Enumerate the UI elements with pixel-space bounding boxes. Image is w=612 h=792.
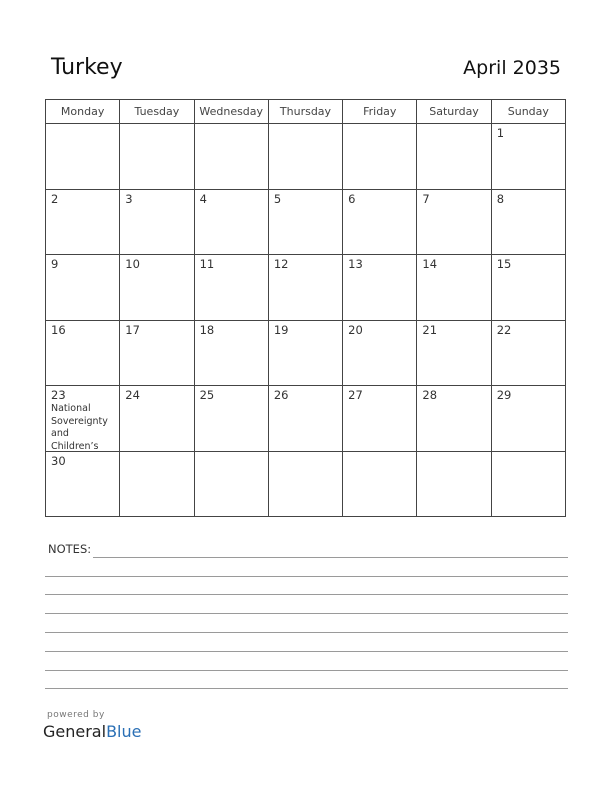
day-cell — [194, 124, 268, 190]
day-cell — [491, 189, 565, 255]
weekday-header: Wednesday — [194, 100, 268, 124]
day-number: 26 — [273, 388, 289, 402]
day-cell — [343, 124, 417, 190]
day-number: 15 — [496, 257, 512, 271]
day-number: 28 — [422, 388, 438, 402]
day-number — [417, 124, 490, 127]
day-number: 2 — [51, 191, 59, 206]
weekday-header: Sunday — [491, 100, 565, 124]
day-cell — [417, 320, 491, 386]
day-number: 11 — [199, 257, 215, 271]
country-title: Turkey — [51, 55, 123, 80]
day-number — [195, 124, 268, 127]
weekday-header: Monday — [46, 100, 120, 124]
day-cell — [46, 386, 120, 452]
day-number: 5 — [273, 191, 282, 206]
day-number: 12 — [273, 257, 289, 271]
day-number: 25 — [199, 388, 215, 402]
day-cell — [46, 124, 120, 190]
day-number: 20 — [348, 322, 363, 337]
day-cell — [491, 386, 565, 452]
note-line — [45, 613, 568, 614]
day-number: 1 — [496, 126, 505, 140]
day-number: 7 — [422, 191, 430, 206]
day-cell — [343, 255, 417, 321]
day-cell — [120, 189, 194, 255]
calendar-grid — [45, 99, 566, 517]
week-row — [46, 451, 566, 517]
day-number: 27 — [348, 388, 363, 402]
note-line — [45, 670, 568, 671]
day-number: 30 — [51, 453, 66, 468]
day-cell — [194, 386, 268, 452]
day-number: 21 — [422, 322, 438, 337]
day-cell — [194, 451, 268, 517]
day-cell — [417, 124, 491, 190]
day-number: 22 — [496, 322, 512, 337]
week-row — [46, 386, 566, 452]
day-cell — [343, 320, 417, 386]
day-number — [343, 452, 416, 455]
day-cell — [268, 124, 342, 190]
day-cell — [491, 124, 565, 190]
day-number: 9 — [51, 257, 59, 271]
day-number — [492, 452, 565, 455]
day-number: 14 — [422, 257, 438, 271]
weekday-header: Saturday — [417, 100, 491, 124]
day-cell — [268, 255, 342, 321]
weekday-header: Friday — [343, 100, 417, 124]
note-line — [45, 688, 568, 689]
weekday-header: Thursday — [268, 100, 342, 124]
day-cell — [417, 189, 491, 255]
day-number: 6 — [348, 191, 356, 206]
day-cell — [491, 451, 565, 517]
day-cell — [46, 255, 120, 321]
week-row — [46, 255, 566, 321]
day-number — [343, 124, 416, 127]
day-cell — [46, 189, 120, 255]
month-year-title: April 2035 — [463, 57, 561, 79]
weekday-header-row — [46, 100, 566, 124]
day-cell — [120, 451, 194, 517]
day-number: 17 — [125, 322, 140, 337]
week-row — [46, 189, 566, 255]
day-number — [269, 452, 342, 455]
day-cell — [417, 255, 491, 321]
day-number: 16 — [51, 322, 66, 337]
day-cell — [194, 320, 268, 386]
day-number — [417, 452, 490, 455]
note-line — [45, 594, 568, 595]
note-line — [45, 632, 568, 633]
note-line — [93, 557, 568, 558]
day-number: 13 — [348, 257, 363, 271]
brand-logo — [43, 722, 141, 741]
day-number — [195, 452, 268, 455]
day-number: 10 — [125, 257, 140, 271]
day-cell — [120, 320, 194, 386]
day-number: 8 — [496, 191, 505, 206]
day-cell — [343, 451, 417, 517]
day-cell — [194, 255, 268, 321]
day-cell — [120, 124, 194, 190]
day-number: 4 — [199, 191, 207, 206]
weekday-header: Tuesday — [120, 100, 194, 124]
note-line — [45, 651, 568, 652]
day-cell — [491, 320, 565, 386]
day-number — [120, 124, 193, 127]
day-number: 29 — [496, 388, 512, 402]
day-cell — [268, 386, 342, 452]
week-row — [46, 124, 566, 190]
day-cell — [417, 451, 491, 517]
day-number: 18 — [199, 322, 215, 337]
day-cell — [491, 255, 565, 321]
day-number — [46, 124, 119, 127]
day-number: 3 — [125, 191, 133, 206]
holiday-label: National Sovereignty and Children’s — [51, 403, 108, 452]
day-cell — [343, 386, 417, 452]
day-cell — [194, 189, 268, 255]
day-cell — [120, 386, 194, 452]
day-number: 19 — [273, 322, 289, 337]
week-row — [46, 320, 566, 386]
day-cell — [343, 189, 417, 255]
day-number — [120, 452, 193, 455]
day-number: 24 — [125, 388, 140, 402]
day-number — [269, 124, 342, 127]
day-cell — [268, 320, 342, 386]
day-cell — [417, 386, 491, 452]
brand-general: General — [43, 722, 107, 741]
day-cell — [268, 451, 342, 517]
powered-by-text: powered by — [47, 710, 105, 720]
note-line — [45, 576, 568, 577]
day-cell — [120, 255, 194, 321]
day-cell — [46, 320, 120, 386]
day-cell — [46, 451, 120, 517]
day-cell — [268, 189, 342, 255]
brand-blue: Blue — [106, 722, 142, 741]
notes-label: NOTES: — [48, 542, 92, 556]
day-number: 23 — [51, 388, 66, 402]
